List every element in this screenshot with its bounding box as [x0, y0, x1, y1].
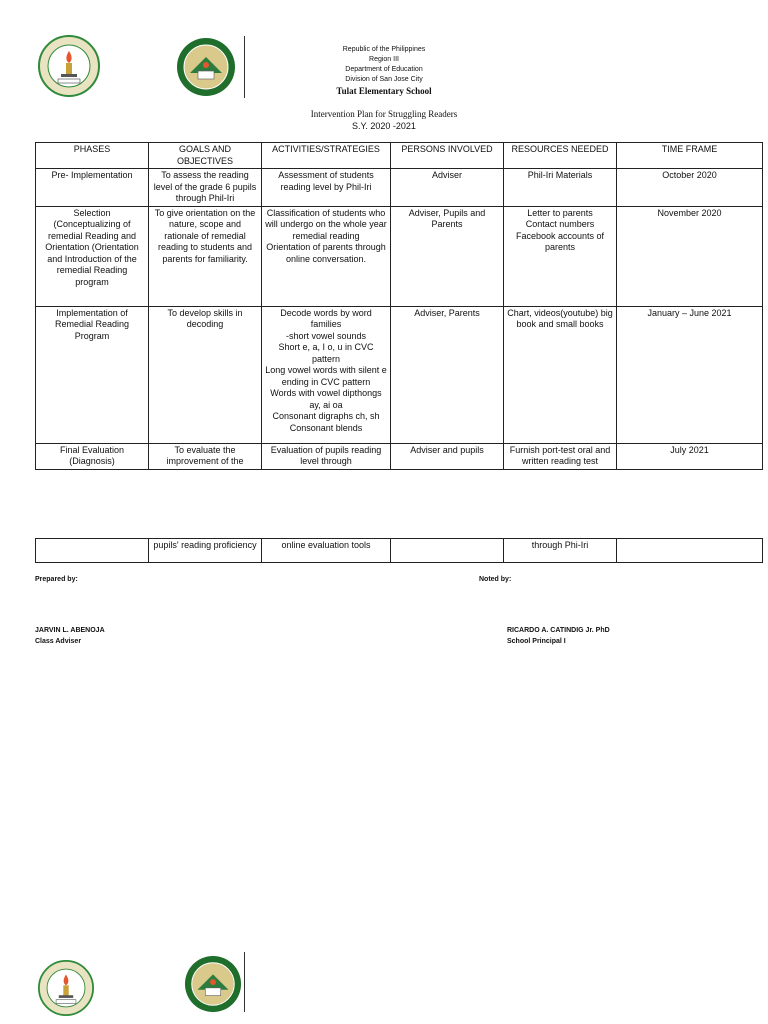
cell-resources: Phil-Iri Materials: [504, 169, 617, 207]
cell-goals: To evaluate the improvement of the: [149, 443, 262, 469]
header-line: Region III: [369, 56, 399, 63]
preparer-role: Class Adviser: [35, 638, 82, 645]
noted-by-label: Noted by:: [479, 576, 512, 583]
header-divider: [244, 952, 245, 1012]
cell-time: November 2020: [617, 206, 763, 306]
cell-persons: Adviser: [391, 169, 504, 207]
table-row: [36, 169, 763, 207]
school-seal-icon: [38, 35, 100, 97]
school-name: Tulat Elementary School: [336, 86, 432, 96]
cell-persons: [391, 539, 504, 563]
column-header: TIME FRAME: [617, 143, 763, 169]
cell-activities: Evaluation of pupils reading level through: [262, 443, 391, 469]
column-header: ACTIVITIES/STRATEGIES: [262, 143, 391, 169]
noter-name: RICARDO A. CATINDIG Jr. PhD: [507, 627, 610, 634]
noter-role: School Principal I: [507, 638, 566, 645]
cell-activities: Decode words by word families -short vowel sounds Short e, a, I o, u in CVC pattern Long vowel words with silent e ending in CVC pattern Words with vowel dipthongs ay, ai oa Consonant digraphs ch, sh Consonant blends: [262, 306, 391, 443]
cell-goals: pupils' reading proficiency: [149, 539, 262, 563]
table-header-row: [36, 143, 763, 169]
prepared-by-label: Prepared by:: [35, 576, 78, 583]
cell-phase: Implementation of Remedial Reading Program: [36, 306, 149, 443]
deped-seal-icon: [184, 955, 242, 1013]
cell-phase: Selection (Conceptualizing of remedial Reading and Orientation (Orientation and Introduction of the remedial Reading program: [36, 206, 149, 306]
table-row: [36, 306, 763, 443]
cell-resources: Letter to parents Contact numbers Facebook accounts of parents: [504, 206, 617, 306]
cell-persons: Adviser and pupils: [391, 443, 504, 469]
column-header: RESOURCES NEEDED: [504, 143, 617, 169]
cell-goals: To assess the reading level of the grade 6 pupils through Phil-Iri: [149, 169, 262, 207]
intervention-plan-table-continued: [35, 538, 763, 563]
column-header: PHASES: [36, 143, 149, 169]
header-line: Department of Education: [345, 66, 423, 73]
cell-activities: online evaluation tools: [262, 539, 391, 563]
cell-resources: through Phi-Iri: [504, 539, 617, 563]
cell-resources: Furnish port-test oral and written reading test: [504, 443, 617, 469]
cell-activities: Assessment of students reading level by Phil-Iri: [262, 169, 391, 207]
column-header: GOALS AND OBJECTIVES: [149, 143, 262, 169]
header-line: Republic of the Philippines: [342, 46, 426, 53]
column-header: PERSONS INVOLVED: [391, 143, 504, 169]
cell-goals: To develop skills in decoding: [149, 306, 262, 443]
cell-time: [617, 539, 763, 563]
cell-persons: Adviser, Pupils and Parents: [391, 206, 504, 306]
cell-resources: Chart, videos(youtube) big book and small books: [504, 306, 617, 443]
letterhead: [200, 45, 568, 97]
cell-phase: [36, 539, 149, 563]
table-row: [36, 443, 763, 469]
school-seal-icon: [38, 960, 94, 1016]
cell-time: January – June 2021: [617, 306, 763, 443]
document-title: Intervention Plan for Struggling Readers: [310, 109, 458, 119]
document-title-block: [200, 109, 568, 132]
cell-goals: To give orientation on the nature, scope and rationale of remedial reading to students and parents for familiarity.: [149, 206, 262, 306]
school-year: S.Y. 2020 -2021: [352, 121, 416, 131]
header-line: Division of San Jose City: [345, 76, 423, 83]
table-row: [36, 206, 763, 306]
cell-phase: Pre- Implementation: [36, 169, 149, 207]
cell-phase: Final Evaluation (Diagnosis): [36, 443, 149, 469]
cell-activities: Classification of students who will undergo on the whole year remedial reading Orientation of parents through online conversation.: [262, 206, 391, 306]
table-row: [36, 539, 763, 563]
intervention-plan-table: [35, 142, 763, 470]
cell-time: July 2021: [617, 443, 763, 469]
preparer-name: JARVIN L. ABENOJA: [35, 627, 105, 634]
cell-time: October 2020: [617, 169, 763, 207]
cell-persons: Adviser, Parents: [391, 306, 504, 443]
